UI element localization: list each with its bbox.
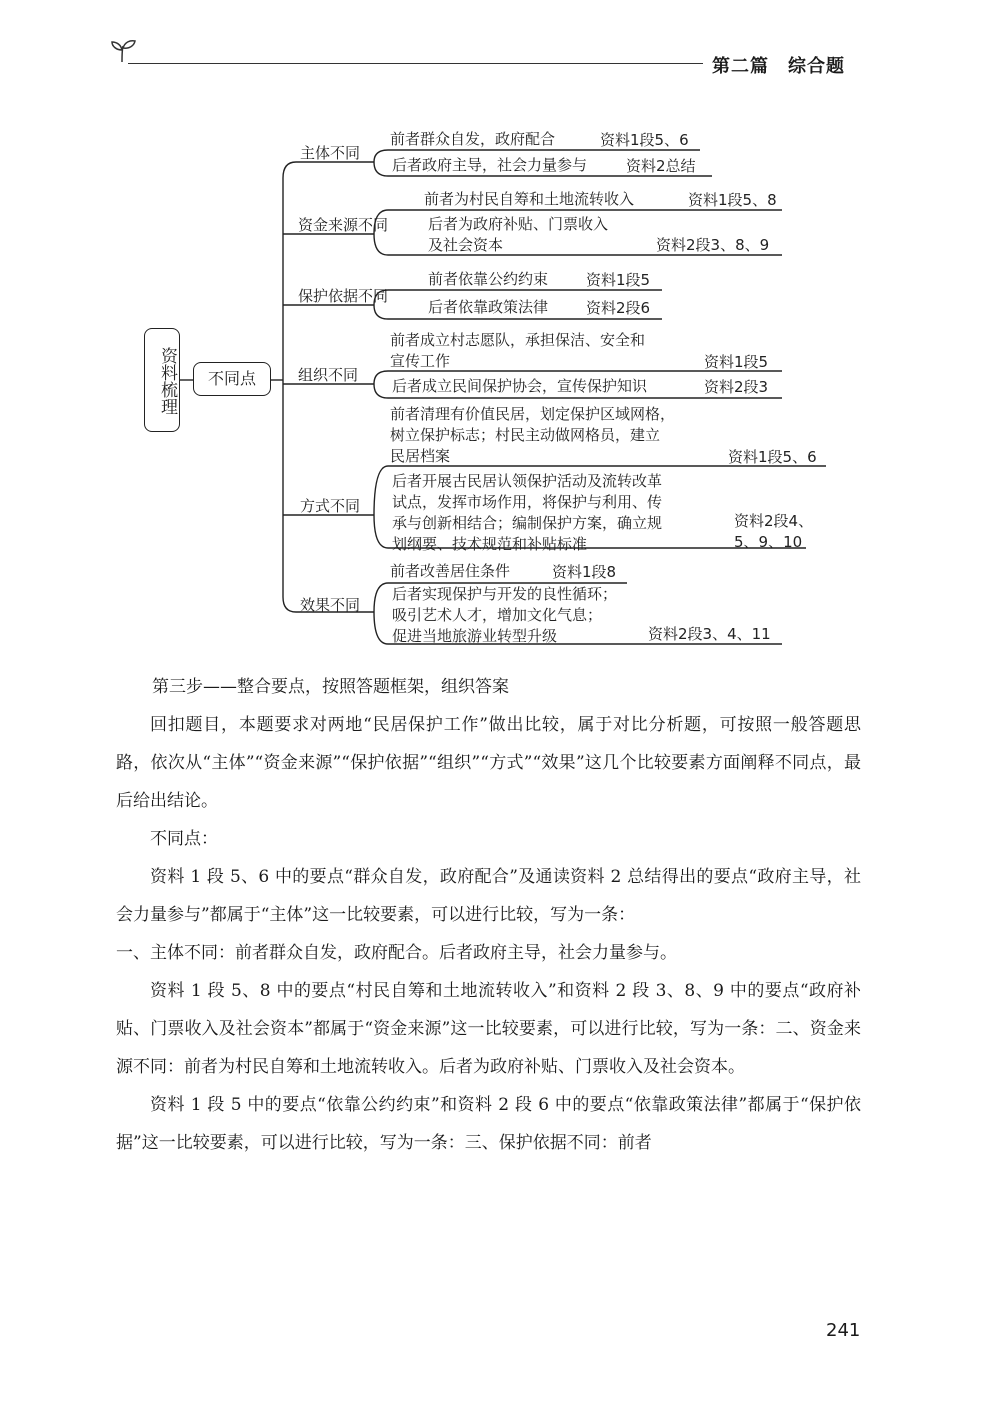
source-ref: 资料2段3 bbox=[704, 378, 769, 396]
category-method: 方式不同 bbox=[300, 497, 361, 515]
source-ref: 资料1段8 bbox=[552, 563, 617, 581]
source-ref: 资料1段5、6 bbox=[728, 448, 817, 466]
leaf-former: 前者群众自发，政府配合 bbox=[390, 130, 556, 148]
page-number: 241 bbox=[826, 1320, 861, 1341]
leaf-latter: 后者开展古民居认领保护活动及流转改革 试点，发挥市场作用，将保护与利用、传 承与创新相结合；编制保护方案，确立规 划纲要、技术规范和补贴标准 bbox=[392, 472, 663, 553]
leaf-former: 前者依靠公约约束 bbox=[428, 270, 549, 288]
source-ref: 资料2段4、 5、9、10 bbox=[734, 512, 814, 551]
paragraph: 资料 1 段 5、6 中的要点“群众自发，政府配合”及通读资料 2 总结得出的要点“政府主导，社会力量参与”都属于“主体”这一比较要素，可以进行比较，写为一条： bbox=[116, 867, 861, 925]
leaf-latter: 后者依靠政策法律 bbox=[428, 298, 549, 316]
source-ref: 资料2段3、8、9 bbox=[656, 236, 770, 254]
source-ref: 资料2段3、4、11 bbox=[648, 625, 771, 643]
source-ref: 资料1段5、6 bbox=[600, 131, 689, 149]
category-basis: 保护依据不同 bbox=[298, 287, 389, 305]
leaf-latter: 后者成立民间保护协会，宣传保护知识 bbox=[392, 377, 648, 395]
source-ref: 资料2段6 bbox=[586, 299, 651, 317]
paragraph: 回扣题目，本题要求对两地“民居保护工作”做出比较，属于对比分析题，可按照一般答题思路，依次从“主体”“资金来源”“保护依据”“组织”“方式”“效果”这几个比较要素方面阐释不同点，最后给出结论。 bbox=[116, 715, 861, 811]
source-ref: 资料2总结 bbox=[626, 157, 696, 175]
leaf-former: 前者为村民自筹和土地流转收入 bbox=[424, 190, 635, 208]
source-ref: 资料1段5 bbox=[586, 271, 651, 289]
category-effect: 效果不同 bbox=[300, 596, 361, 614]
leaf-latter: 后者政府主导，社会力量参与 bbox=[392, 156, 588, 174]
paragraph: 资料 1 段 5、8 中的要点“村民自筹和土地流转收入”和资料 2 段 3、8、9 中的要点“政府补贴、门票收入及社会资本”都属于“资金来源”这一比较要素，可以进行比较，写为一条：二、资金来源不同：前者为村民自筹和土地流转收入。后者为政府补贴、门票收入及社会资本。 bbox=[116, 981, 861, 1077]
leaf-latter: 后者为政府补贴、门票收入 及社会资本 bbox=[428, 215, 609, 254]
source-ref: 资料1段5、8 bbox=[688, 191, 777, 209]
step-heading: 第三步——整合要点，按照答题框架，组织答案 bbox=[152, 677, 509, 697]
category-funding: 资金来源不同 bbox=[298, 216, 389, 234]
leaf-latter: 后者实现保护与开发的良性循环； 吸引艺术人才，增加文化气息； 促进当地旅游业转型升级 bbox=[392, 585, 618, 645]
difference-node: 不同点 bbox=[193, 362, 271, 396]
root-node: 资料梳理 bbox=[144, 328, 180, 432]
paragraph: 资料 1 段 5 中的要点“依靠公约约束”和资料 2 段 6 中的要点“依靠政策法律”都属于“保护依据”这一比较要素，可以进行比较，写为一条：三、保护依据不同：前者 bbox=[116, 1095, 861, 1153]
section-title: 第二篇 综合题 bbox=[712, 56, 845, 77]
leaf-former: 前者改善居住条件 bbox=[390, 562, 511, 580]
category-organization: 组织不同 bbox=[298, 366, 359, 384]
leaf-former: 前者成立村志愿队，承担保洁、安全和 宣传工作 bbox=[390, 331, 646, 370]
body-text bbox=[116, 706, 861, 1162]
source-ref: 资料1段5 bbox=[704, 353, 769, 371]
paragraph: 一、主体不同：前者群众自发，政府配合。后者政府主导，社会力量参与。 bbox=[116, 943, 677, 963]
leaf-former: 前者清理有价值民居，划定保护区域网格， 树立保护标志；村民主动做网格员，建立 民居档案 bbox=[390, 405, 676, 465]
category-subject: 主体不同 bbox=[300, 144, 361, 162]
paragraph: 不同点： bbox=[150, 829, 218, 849]
